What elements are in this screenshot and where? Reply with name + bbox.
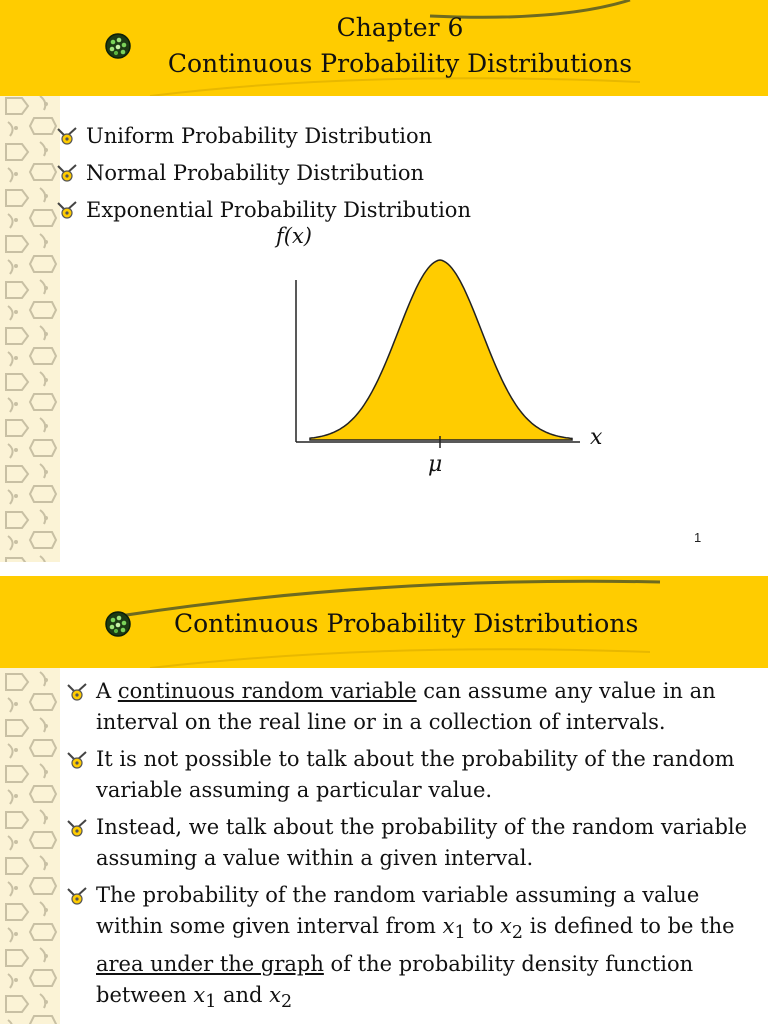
list-item bbox=[56, 118, 471, 155]
text-run: to bbox=[465, 914, 501, 938]
text-run: It is not possible to talk about the probability of the random variable assuming a particular value. bbox=[96, 747, 735, 802]
bullet-list bbox=[66, 676, 756, 1024]
var-x: x bbox=[442, 914, 455, 938]
slide-title bbox=[130, 10, 670, 82]
title-line-1: Chapter 6 bbox=[336, 13, 464, 42]
subscript-1: 1 bbox=[454, 923, 466, 944]
term-area-under-graph: area under the graph bbox=[96, 952, 324, 977]
text-run: of the probability density function between bbox=[96, 952, 694, 1008]
y-axis-label: f(x) bbox=[276, 224, 313, 248]
x-axis-label: x bbox=[590, 425, 603, 450]
list-item bbox=[56, 155, 471, 192]
list-item-text: Normal Probability Distribution bbox=[86, 161, 425, 185]
var-x: x bbox=[193, 983, 206, 1008]
bullet-icon bbox=[56, 126, 78, 146]
list-item-text: Uniform Probability Distribution bbox=[86, 124, 433, 148]
text-run: The probability of the random variable assuming a value within some given interval from bbox=[96, 883, 700, 938]
subscript-2: 2 bbox=[511, 923, 524, 944]
title-banner bbox=[0, 0, 768, 96]
logo-icon bbox=[104, 32, 132, 60]
slide-2 bbox=[0, 576, 768, 1024]
bullet-icon bbox=[66, 886, 88, 906]
title-banner bbox=[0, 576, 768, 668]
bullet-list bbox=[56, 118, 471, 229]
bullet-icon bbox=[66, 818, 88, 838]
logo-icon bbox=[104, 610, 132, 638]
title-line-2: Continuous Probability Distributions bbox=[167, 49, 633, 78]
text-run: is defined to be the bbox=[523, 914, 735, 938]
list-item-text: Exponential Probability Distribution bbox=[86, 198, 471, 222]
slide-title: Continuous Probability Distributions bbox=[174, 609, 639, 638]
list-item bbox=[66, 744, 756, 806]
text-run: and bbox=[216, 983, 270, 1008]
var-x: x bbox=[269, 983, 282, 1008]
mean-label: μ bbox=[428, 452, 443, 477]
page-number: 1 bbox=[694, 530, 702, 545]
bullet-icon bbox=[66, 750, 88, 770]
list-item bbox=[66, 880, 756, 1018]
list-item bbox=[56, 192, 471, 229]
text-run: can assume any value in an interval on the real line or in a collection of intervals. bbox=[96, 679, 716, 734]
text-run: Instead, we talk about the probability of the random variable assuming a value within a given interval. bbox=[96, 815, 748, 870]
list-item bbox=[66, 812, 756, 874]
term-continuous-random-variable: continuous random variable bbox=[117, 679, 417, 703]
list-item bbox=[66, 676, 756, 738]
text-run: A bbox=[96, 679, 118, 703]
bullet-icon bbox=[66, 682, 88, 702]
bullet-icon bbox=[56, 163, 78, 183]
bullet-icon bbox=[56, 200, 78, 220]
subscript-2: 2 bbox=[281, 992, 293, 1013]
normal-curve-area bbox=[310, 260, 572, 440]
var-x: x bbox=[500, 914, 512, 938]
slide-separator bbox=[0, 562, 768, 576]
subscript-1: 1 bbox=[205, 992, 217, 1013]
normal-curve-figure bbox=[280, 250, 610, 460]
